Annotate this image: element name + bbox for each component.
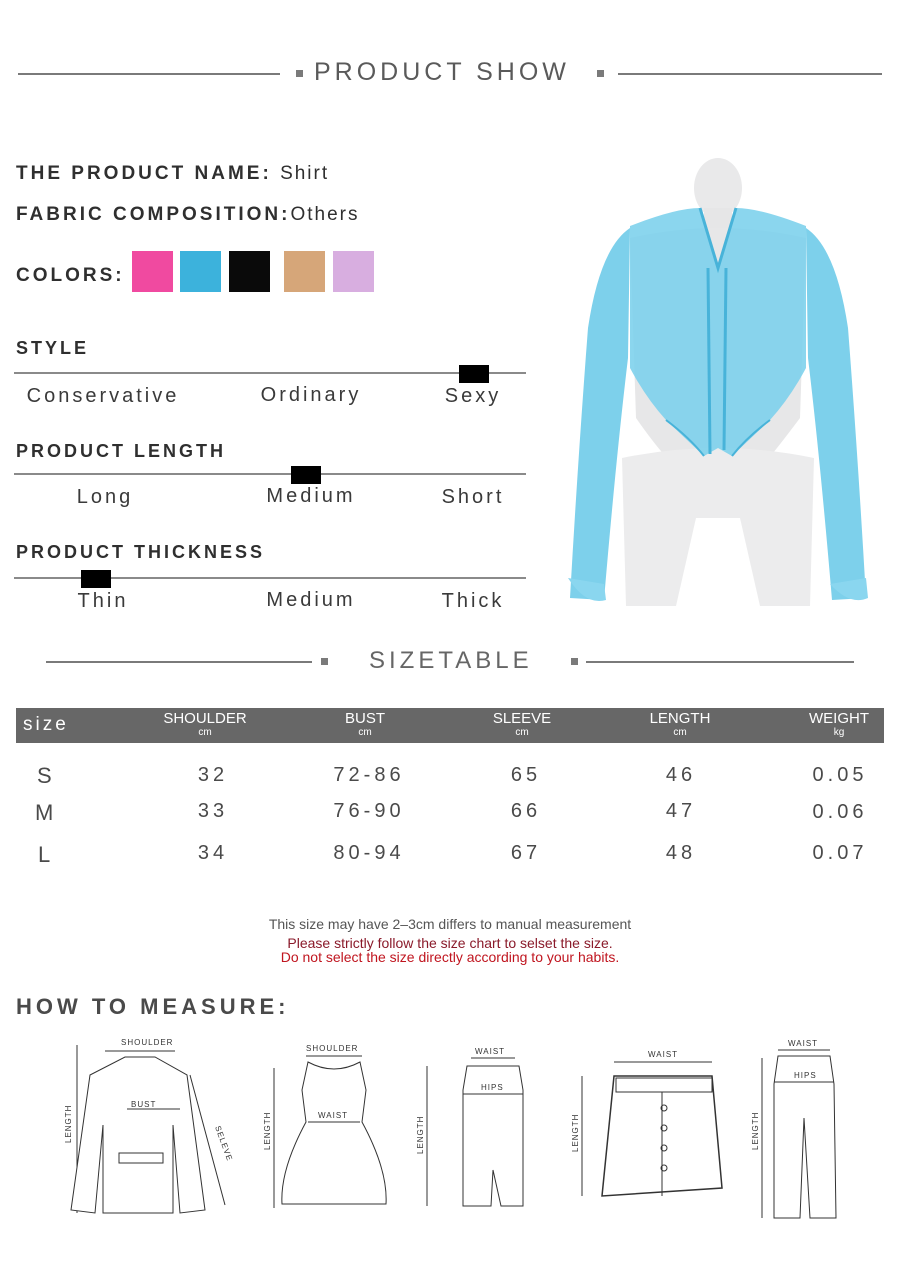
- color-swatch-lilac[interactable]: [333, 251, 374, 292]
- sizetable-bullet-left: [321, 658, 328, 665]
- length-scale-line: [14, 473, 526, 475]
- size-row-m-weight: 0.06: [812, 801, 868, 823]
- length-option-medium: Medium: [266, 485, 356, 507]
- bust-header-unit: cm: [358, 727, 372, 738]
- bust-column-header: [345, 711, 385, 738]
- color-swatch-apricot[interactable]: [284, 251, 325, 292]
- size-row-s-label: S: [37, 763, 52, 788]
- skirt-measure-figure: [415, 1046, 535, 1216]
- header-rule-right: [618, 73, 882, 75]
- header-bullet-left: [296, 70, 303, 77]
- color-swatch-blue[interactable]: [180, 251, 221, 292]
- sizetable-title: SIZETABLE: [369, 647, 533, 674]
- size-row-l-bust: 80-94: [333, 842, 405, 864]
- sleeve-column-header: [493, 711, 551, 738]
- fabric-value: Others: [290, 204, 360, 225]
- size-row-l-weight: 0.07: [812, 842, 868, 864]
- shirt-measure-figure: [55, 1035, 240, 1220]
- shirt-shoulder-label: SHOULDER: [121, 1038, 174, 1047]
- sizetable-rule-right: [586, 661, 854, 663]
- thickness-option-medium: Medium: [266, 589, 356, 611]
- weight-header-unit: kg: [833, 727, 845, 738]
- sleeve-header-label: SLEEVE: [492, 710, 552, 727]
- thickness-title: PRODUCT THICKNESS: [16, 542, 266, 562]
- bust-header-label: BUST: [344, 710, 386, 727]
- skirt-length-label: LENGTH: [416, 1115, 425, 1154]
- shoulder-column-header: [163, 711, 246, 738]
- dress-waist-label: WAIST: [318, 1111, 349, 1120]
- style-option-ordinary: Ordinary: [260, 384, 362, 406]
- skirt-waist-label: WAIST: [475, 1047, 506, 1056]
- length-option-short: Short: [441, 486, 505, 508]
- product-name-label: THE PRODUCT NAME:: [16, 163, 272, 184]
- product-name-value: Shirt: [280, 163, 330, 184]
- size-row-l-shoulder: 34: [197, 842, 229, 864]
- length-header-unit: cm: [673, 727, 687, 738]
- length-column-header: [650, 711, 711, 738]
- size-table-header: [16, 708, 884, 743]
- style-title: STYLE: [16, 338, 90, 358]
- size-row-s-shoulder: 32: [197, 764, 229, 786]
- thickness-marker: [81, 570, 111, 588]
- shoulder-header-unit: cm: [198, 727, 212, 738]
- fabric-label: FABRIC COMPOSITION:: [16, 204, 291, 225]
- weight-column-header: [809, 711, 869, 738]
- product-photo: [560, 158, 876, 606]
- size-row-m-label: M: [35, 800, 54, 825]
- size-row-s-sleeve: 65: [510, 764, 542, 786]
- skirt-hips-label: HIPS: [481, 1083, 504, 1092]
- style-option-sexy: Sexy: [444, 385, 502, 407]
- page-title: PRODUCT SHOW: [314, 58, 570, 86]
- how-to-measure-title: HOW TO MEASURE:: [16, 994, 290, 1019]
- sizetable-rule-left: [46, 661, 312, 663]
- style-option-conservative: Conservative: [26, 385, 180, 407]
- pants-measure-figure: [748, 1040, 848, 1225]
- size-row-l-sleeve: 67: [510, 842, 542, 864]
- sleeve-header-unit: cm: [515, 727, 529, 738]
- size-column-header: size: [23, 714, 69, 735]
- pants-hips-label: HIPS: [794, 1071, 817, 1080]
- size-row-l-length: 48: [665, 842, 697, 864]
- length-title: PRODUCT LENGTH: [16, 441, 226, 461]
- header-rule-left: [18, 73, 280, 75]
- pants-length-label: LENGTH: [751, 1111, 760, 1150]
- product-name-row: [16, 163, 329, 185]
- size-row-m-bust: 76-90: [333, 800, 405, 822]
- sizetable-bullet-right: [571, 658, 578, 665]
- color-swatch-pink[interactable]: [132, 251, 173, 292]
- length-header-label: LENGTH: [649, 710, 711, 727]
- size-row-s-length: 46: [665, 764, 697, 786]
- dress-length-label: LENGTH: [263, 1111, 272, 1150]
- color-swatch-black[interactable]: [229, 251, 270, 292]
- size-row-l-label: L: [38, 842, 51, 867]
- thickness-option-thin: Thin: [77, 590, 129, 612]
- dress-measure-figure: [262, 1040, 392, 1220]
- size-warning-1: Please strictly follow the size chart to selset the size.: [287, 935, 613, 951]
- shorts-measure-figure: [572, 1048, 747, 1208]
- shirt-length-label: LENGTH: [64, 1104, 73, 1143]
- size-row-m-sleeve: 66: [510, 800, 542, 822]
- shirt-sleeve-label: SELEVE: [213, 1124, 235, 1163]
- header-bullet-right: [597, 70, 604, 77]
- size-row-s-bust: 72-86: [333, 764, 405, 786]
- size-disclaimer: This size may have 2–3cm differs to manual measurement: [268, 916, 632, 932]
- length-option-long: Long: [76, 486, 134, 508]
- pants-waist-label: WAIST: [788, 1039, 819, 1048]
- weight-header-label: WEIGHT: [809, 710, 869, 727]
- shorts-waist-label: WAIST: [648, 1050, 679, 1059]
- shoulder-header-label: SHOULDER: [163, 710, 247, 727]
- colors-label: COLORS:: [16, 265, 125, 286]
- size-row-m-length: 47: [665, 800, 697, 822]
- shirt-bust-label: BUST: [131, 1100, 157, 1109]
- size-warning-2: Do not select the size directly according to your habits.: [280, 949, 620, 965]
- thickness-option-thick: Thick: [441, 590, 505, 612]
- style-marker: [459, 365, 489, 383]
- size-row-m-shoulder: 33: [197, 800, 229, 822]
- fabric-row: [16, 204, 359, 226]
- style-scale-line: [14, 372, 526, 374]
- dress-shoulder-label: SHOULDER: [306, 1044, 359, 1053]
- length-marker: [291, 466, 321, 484]
- size-row-s-weight: 0.05: [812, 764, 868, 786]
- shorts-length-label: LENGTH: [571, 1113, 580, 1152]
